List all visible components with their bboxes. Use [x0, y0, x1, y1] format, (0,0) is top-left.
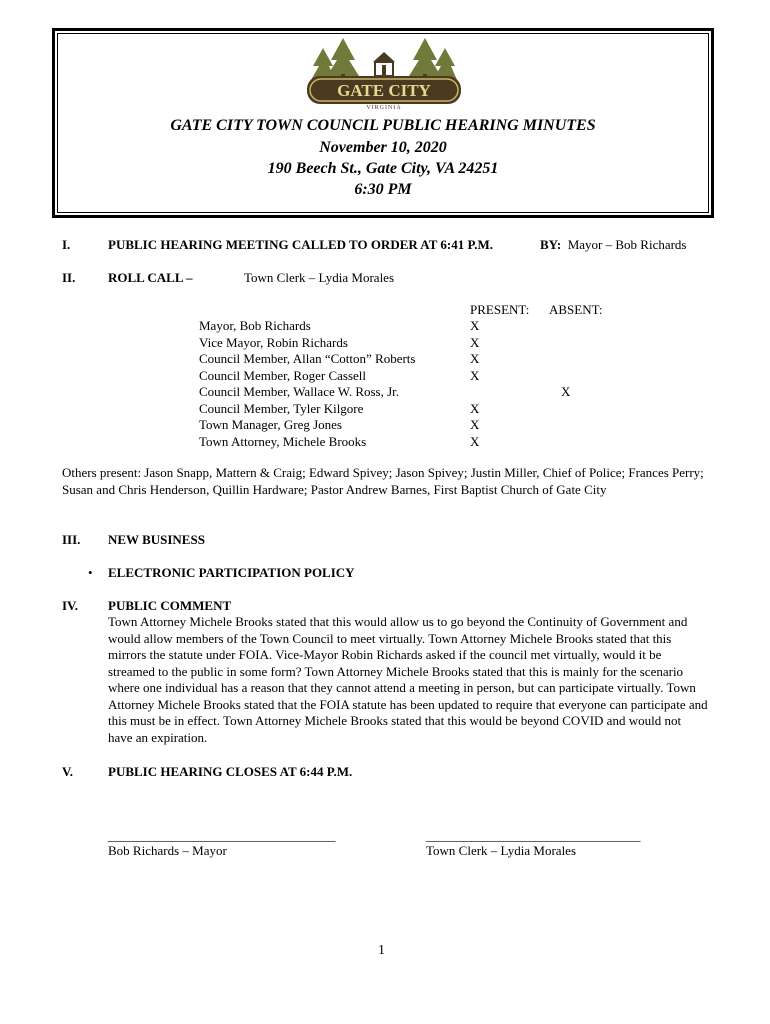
called-by: [540, 237, 687, 253]
section-3-number: III.: [62, 532, 81, 547]
section-1-title: PUBLIC HEARING MEETING CALLED TO ORDER AT 6:41 P.M.: [108, 237, 494, 252]
absent-mark: [561, 368, 581, 385]
absent-mark: [561, 434, 581, 451]
roll-call-name: Council Member, Allan “Cotton” Roberts: [199, 351, 416, 366]
absent-mark: [561, 335, 581, 352]
present-mark: X: [470, 433, 480, 449]
present-mark: [470, 384, 490, 401]
meeting-time: 6:30 PM: [354, 181, 412, 198]
section-2-number: II.: [62, 270, 76, 285]
section-5-number: V.: [62, 764, 73, 779]
signature-line-clerk: _________________________________: [426, 828, 641, 843]
section-2-title: ROLL CALL –: [108, 270, 193, 285]
section-3-title: NEW BUSINESS: [108, 532, 205, 547]
present-column: [470, 318, 490, 450]
section-5-title: PUBLIC HEARING CLOSES AT 6:44 P.M.: [108, 764, 353, 779]
signature-name-clerk: Town Clerk – Lydia Morales: [426, 843, 577, 858]
gate-city-logo: [303, 34, 465, 112]
absent-column: [561, 318, 581, 450]
absent-mark: [561, 417, 581, 434]
roll-call-name: Council Member, Tyler Kilgore: [199, 400, 364, 416]
meeting-date: November 10, 2020: [319, 139, 447, 156]
section-4-title: PUBLIC COMMENT: [108, 598, 232, 613]
meeting-address: 190 Beech St., Gate City, VA 24251: [267, 160, 499, 177]
present-mark: X: [470, 400, 480, 416]
absent-mark: [561, 318, 581, 335]
present-mark: X: [470, 334, 480, 350]
absent-mark: [561, 401, 581, 418]
absent-mark: [561, 351, 581, 368]
present-mark: X: [470, 417, 480, 432]
present-mark: X: [470, 367, 480, 383]
roll-call-name: Town Manager, Greg Jones: [199, 417, 342, 432]
roll-call-list: [199, 318, 415, 450]
present-mark: X: [470, 351, 480, 366]
roll-call-clerk: Town Clerk – Lydia Morales: [244, 270, 395, 285]
present-header: PRESENT:: [470, 302, 530, 317]
roll-call-name: Vice Mayor, Robin Richards: [199, 334, 348, 350]
roll-call-name: Town Attorney, Michele Brooks: [199, 433, 367, 449]
public-comment-text: Town Attorney Michele Brooks stated that this would allow us to go beyond the Continuity of Government and would allow members of the Town Council to meet virtually. Town Attorney Michele Brooks stated that this mirrors the statute under FOIA. Vice-Mayor Robin Richards asked if the council met virtually, would it be streamed to the public in some form? Town Attorney Michele Brooks stated that this is mainly for the scenario where one individual has a reason that they cannot attend a meeting in person, but can participate virtually. Town Attorney Michele Brooks stated that the FOIA statute has been updated to require that everyone can participate and this must be in effect. Town Attorney Michele Brooks stated that this would be beyond COVID and would not have an expiration.: [108, 614, 708, 745]
bullet-marker: •: [88, 565, 93, 580]
by-label: BY:: [540, 237, 562, 252]
present-mark: X: [470, 318, 480, 333]
logo-text: GATE CITY: [337, 81, 431, 100]
others-present: Others present: Jason Snapp, Mattern & Craig; Edward Spivey; Jason Spivey; Justin Miller, Chief of Police; Frances Perry; Susan and Chris Henderson, Quillin Hardware; Pastor Andrew Barnes, First Baptist Church of Gate City: [62, 465, 704, 497]
roll-call-name: Mayor, Bob Richards: [199, 318, 311, 333]
document-title: GATE CITY TOWN COUNCIL PUBLIC HEARING MINUTES: [170, 117, 596, 134]
signature-line-mayor: ___________________________________: [108, 828, 336, 843]
absent-mark: X: [561, 384, 571, 399]
agenda-item-electronic-participation: ELECTRONIC PARTICIPATION POLICY: [108, 565, 355, 580]
roll-call-name: Council Member, Roger Cassell: [199, 367, 367, 383]
section-1-number: I.: [62, 237, 71, 252]
absent-header: ABSENT:: [549, 302, 603, 317]
roll-call-name: Council Member, Wallace W. Ross, Jr.: [199, 384, 400, 399]
page-number: 1: [378, 943, 385, 958]
by-value: Mayor – Bob Richards: [567, 237, 687, 252]
logo-subtext: VIRGINIA: [366, 105, 402, 111]
section-4-number: IV.: [62, 598, 79, 613]
signature-name-mayor: Bob Richards – Mayor: [108, 843, 227, 858]
